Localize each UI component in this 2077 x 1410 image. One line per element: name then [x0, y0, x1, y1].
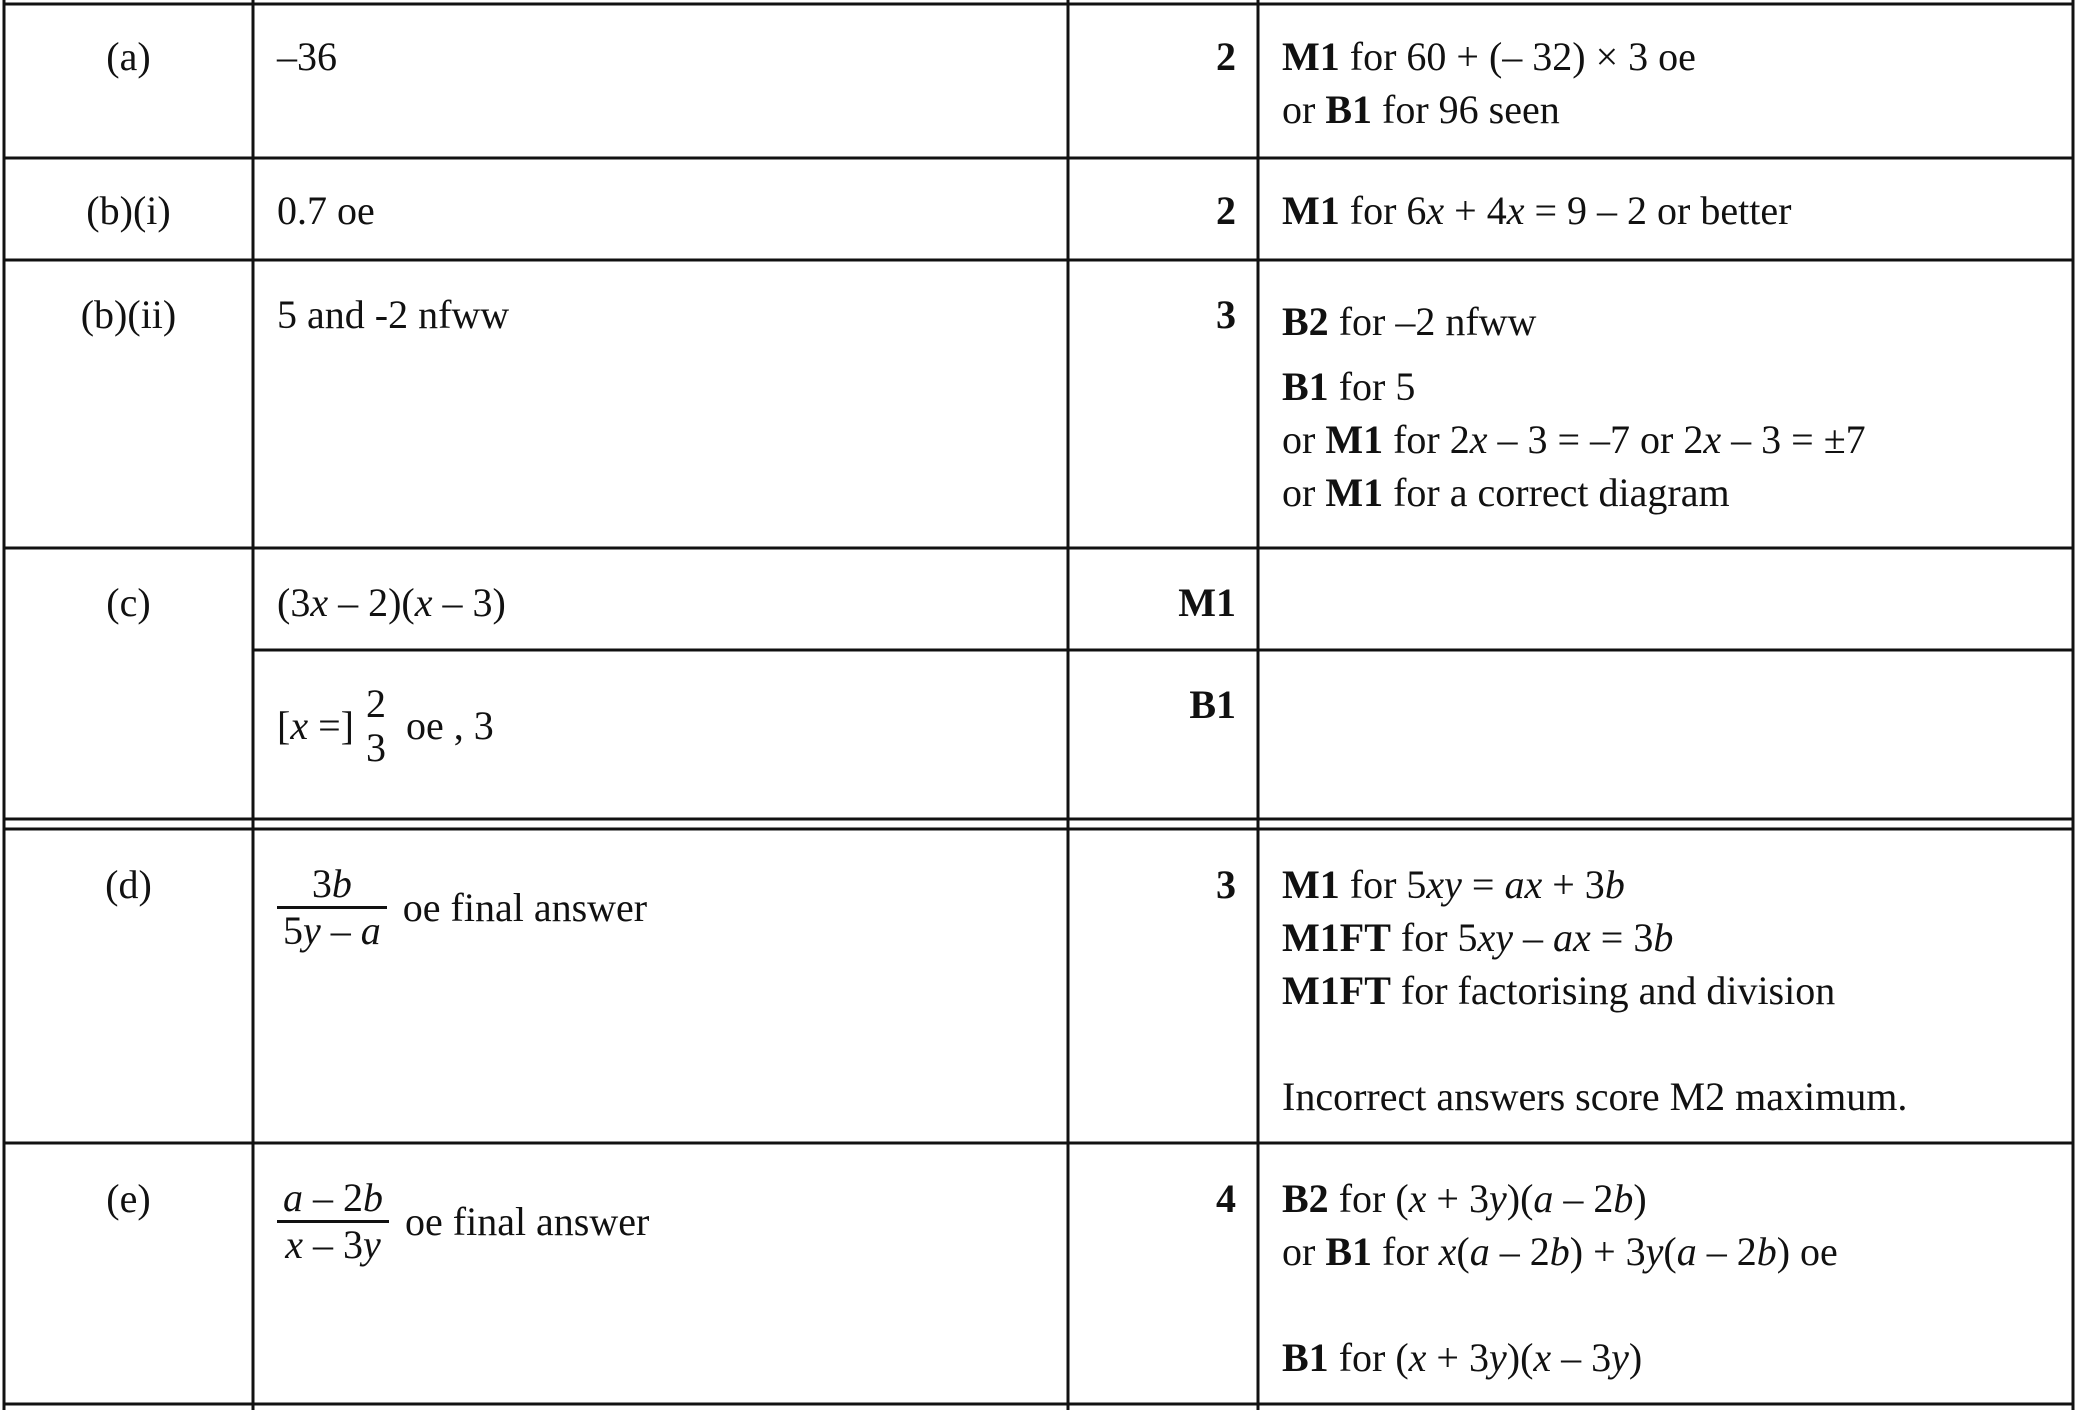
- fraction-answer-d: $\frac{3b}{5y - a}$: [277, 862, 387, 953]
- mark-c-b1: B1: [1189, 682, 1236, 727]
- part-label-b-i: (b)(i): [86, 188, 171, 233]
- fraction-answer-e: $\frac{a - 2b}{x - 3y}$: [277, 1176, 389, 1267]
- answer-a: –36: [277, 34, 337, 79]
- part-label-c: (c): [106, 580, 151, 625]
- answer-e: $\frac{a - 2b}{x - 3y}$ oe final answer: [277, 1176, 649, 1267]
- answer-c-solutions: [x =] 2 3 oe , 3: [277, 681, 494, 770]
- guidance-d: M1 for 5xy = ax + 3b M1FT for 5xy – ax = 3b M1FT for factorising and division Incorrect answers score M2 maximum.: [1282, 862, 1908, 1119]
- guidance-b-i: M1 for 6x + 4x = 9 – 2 or better: [1282, 188, 1792, 233]
- part-label-a: (a): [106, 34, 151, 79]
- mark-a: 2: [1216, 34, 1236, 79]
- fraction-two-thirds: 2 3: [365, 681, 386, 770]
- mark-e: 4: [1216, 1176, 1236, 1221]
- answer-b-i: 0.7 oe: [277, 188, 375, 233]
- mark-b-ii: 3: [1216, 292, 1236, 337]
- part-label-b-ii: (b)(ii): [80, 292, 177, 337]
- guidance-a: M1 for 60 + (– 32) × 3 oe or B1 for 96 seen: [1282, 34, 1696, 132]
- part-label-d: (d): [105, 862, 152, 907]
- answer-d: $\frac{3b}{5y - a}$ oe final answer: [277, 862, 647, 953]
- mark-c-m1: M1: [1178, 580, 1236, 625]
- part-label-e: (e): [106, 1176, 151, 1221]
- guidance-e: B2 for (x + 3y)(a – 2b) or B1 for x(a – 2b) + 3y(a – 2b) oe B1 for (x + 3y)(x – 3y): [1282, 1176, 1838, 1380]
- mark-b-i: 2: [1216, 188, 1236, 233]
- answer-b-ii: 5 and -2 nfww: [277, 292, 510, 337]
- mark-d: 3: [1216, 862, 1236, 907]
- answer-c-factorised: (3x – 2)(x – 3): [277, 580, 506, 625]
- guidance-b-ii: B2 for –2 nfww B1 for 5 or M1 for 2x – 3 = –7 or 2x – 3 = ±7 or M1 for a correct diagram: [1282, 299, 1866, 515]
